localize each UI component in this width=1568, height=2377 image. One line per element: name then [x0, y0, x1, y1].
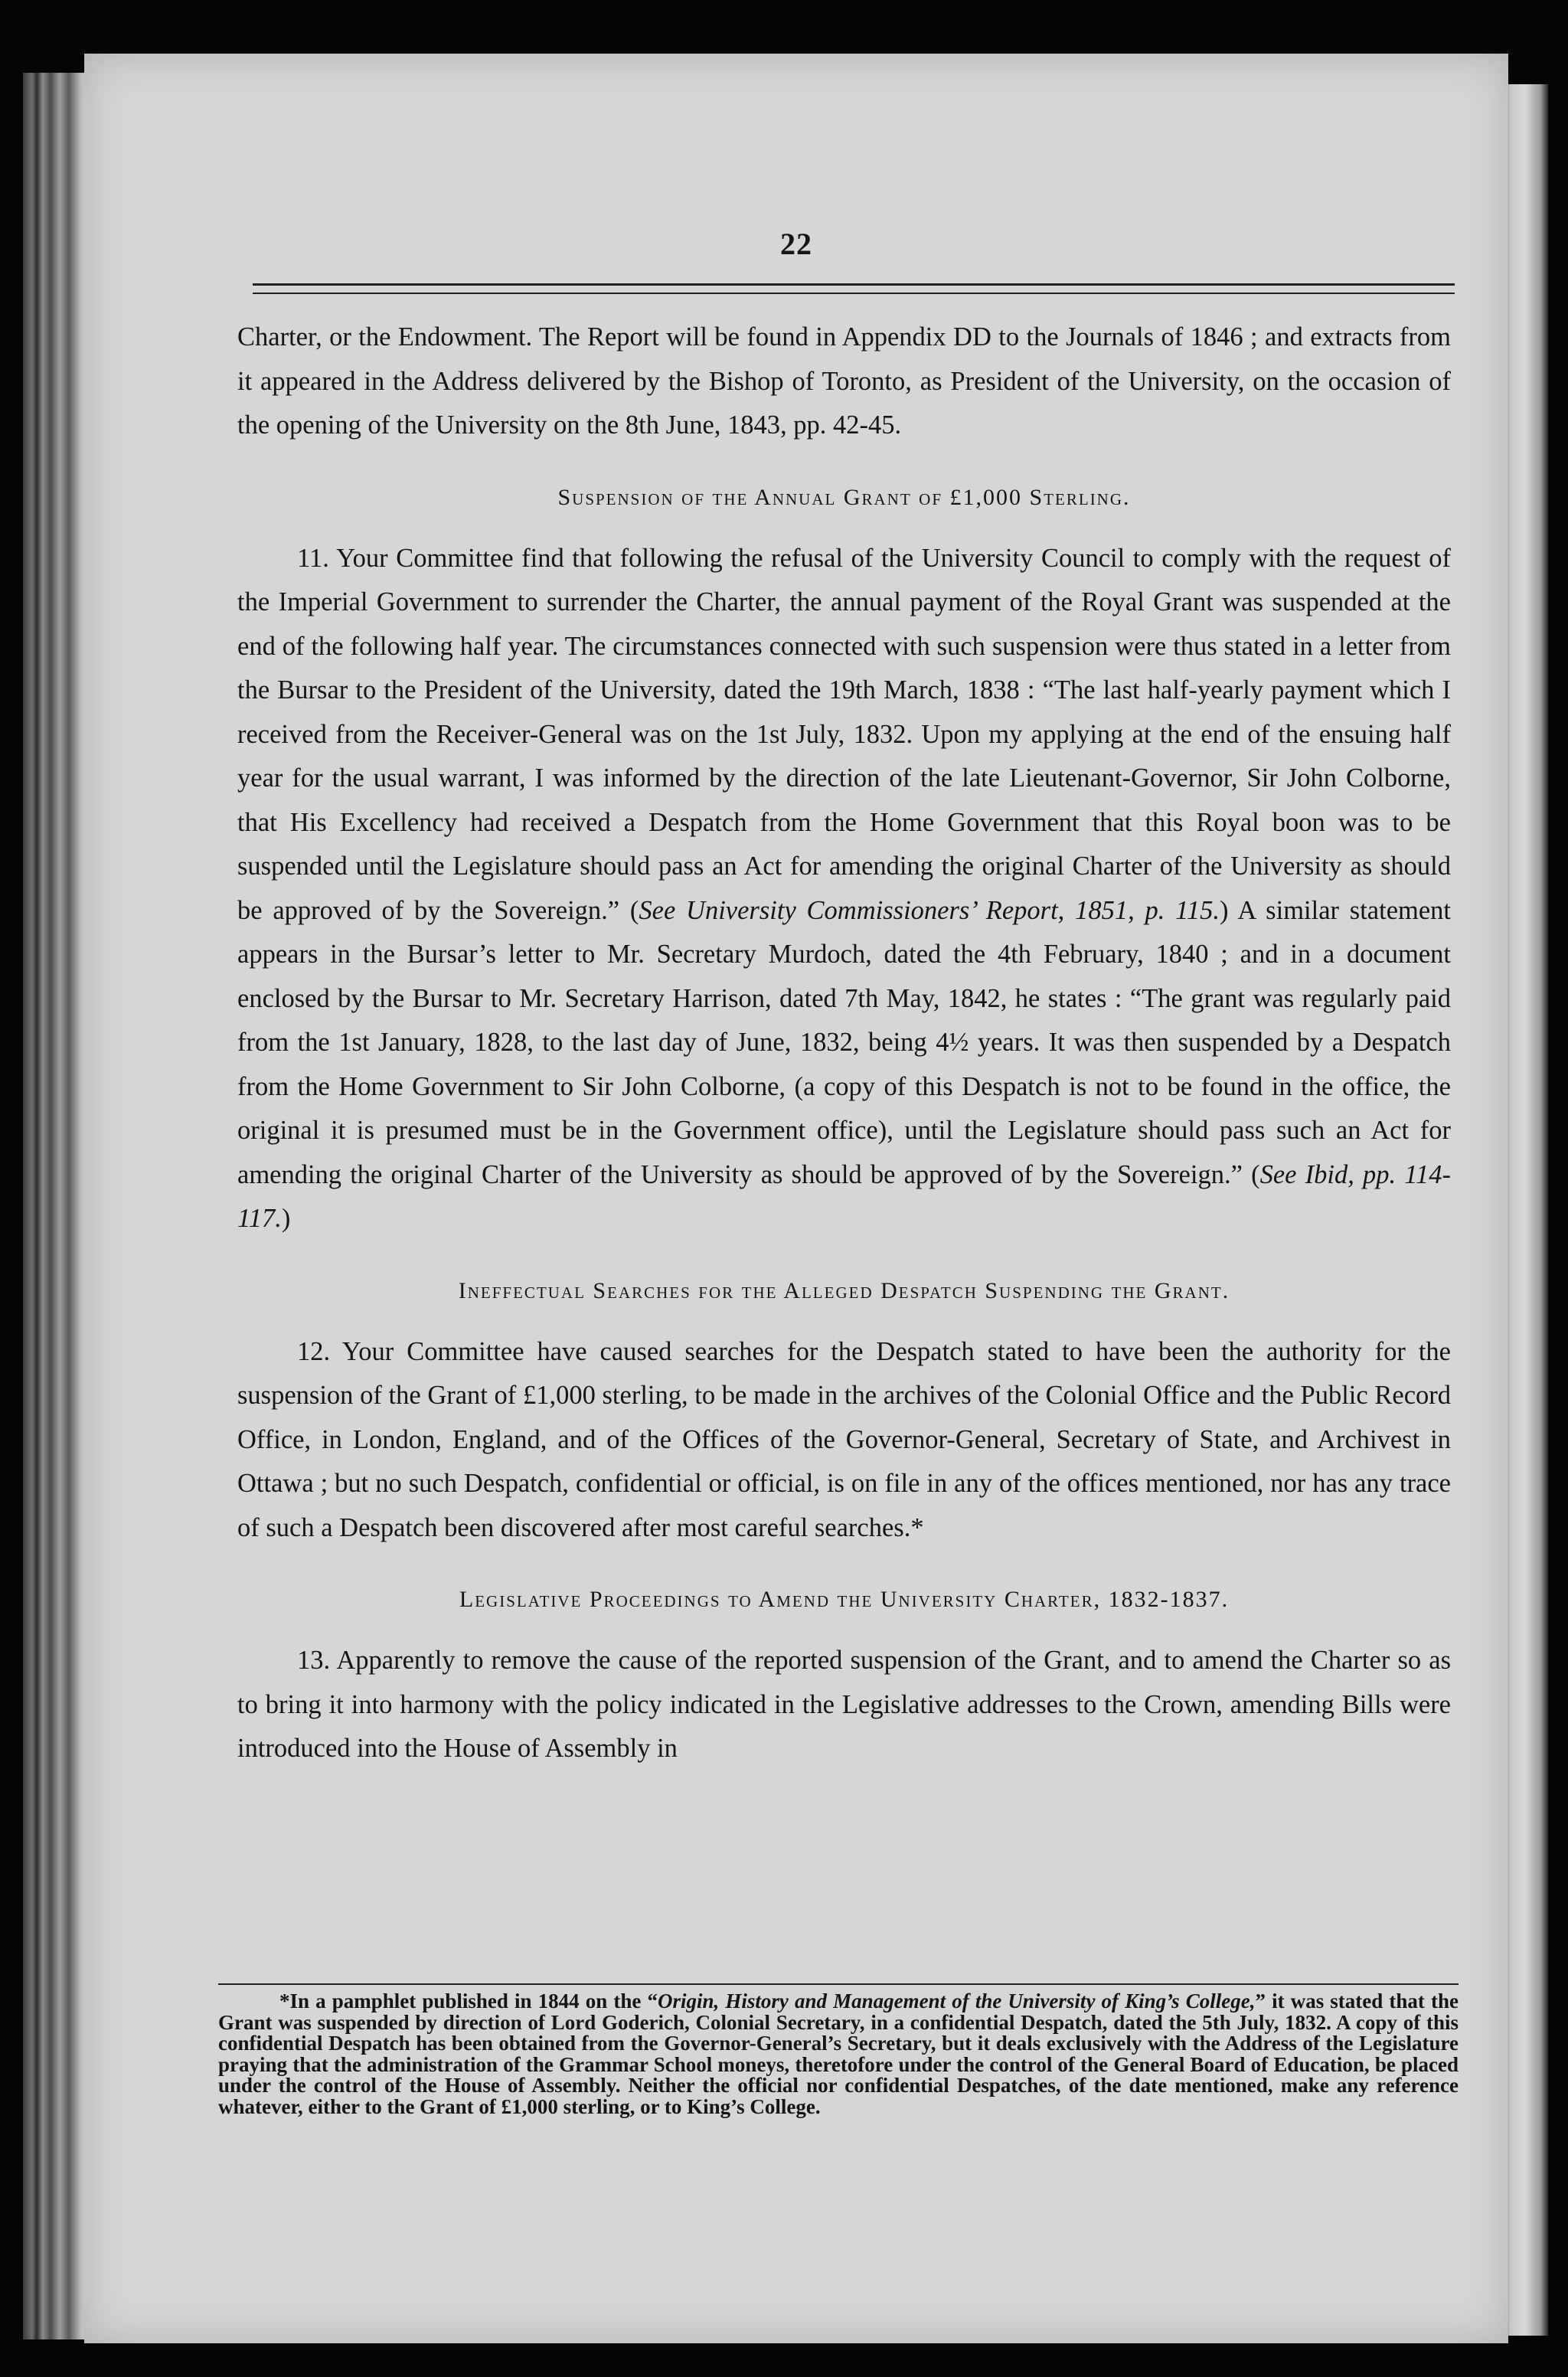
- body-text: [237, 316, 1451, 1771]
- continuation-paragraph: Charter, or the Endowment. The Report will be found in Appendix DD to the Journals of 1846 ; and extracts from it appeared in the Address delivered by the Bishop of Toronto, as President of the University, on the occasion of the opening of the University on the 8th June, 1843, pp. 42-45.: [237, 322, 1451, 440]
- citation-commissioners-report: See University Commissioners’ Report, 1851, p. 115.: [639, 895, 1220, 925]
- footnote-pamphlet-title: Origin, History and Management of the University of King’s College,: [658, 1990, 1256, 2012]
- footnote-part-b: ” it was stated that the Grant was suspended by direction of Lord Goderich, Colonial Secretary, in a confidential Despatch, dated the 5th July, 1832. A copy of this confidential Despatch has been obtained from the Governor-General’s Secretary, but it deals exclusively with the Address of the Legislature praying that the administration of the Grammar School moneys, theretofore under the control of the General Board of Education, be placed under the control of the House of Assembly. Neither the official nor confidential Despatches, of the date mentioned, make any reference whatever, either to the Grant of £1,000 sterling, or to King’s College.: [218, 1990, 1459, 2118]
- section-heading-suspension: Suspension of the Annual Grant of £1,000 Sterling.: [557, 484, 1131, 510]
- document-page: [84, 54, 1508, 2343]
- footnote-part-a: *In a pamphlet published in 1844 on the “: [279, 1990, 658, 2012]
- paragraph-11: [237, 537, 1451, 1241]
- citation-ibid: See Ibid, pp. 114-117.: [237, 1159, 1451, 1233]
- section-heading-searches: Ineffectual Searches for the Alleged Despatch Suspending the Grant.: [458, 1277, 1230, 1303]
- paragraph-11-part-c: ): [281, 1204, 291, 1233]
- header-rule: [253, 283, 1455, 286]
- page-number: 22: [780, 227, 812, 261]
- binding-edge: [1502, 84, 1548, 2336]
- paragraph-13: 13. Apparently to remove the cause of the reported suspension of the Grant, and to amend the Charter so as to bring it into harmony with the policy indicated in the Legislative addresses to the Crown, amending Bills were introduced into the House of Assembly in: [237, 1646, 1451, 1763]
- footnote: [218, 1983, 1459, 2117]
- stacked-page-edges: [23, 73, 88, 2339]
- footnote-text: [218, 1991, 1459, 2117]
- paragraph-11-part-b: ) A similar statement appears in the Bursar’s letter to Mr. Secretary Murdoch, dated the 4th February, 1840 ; and in a document enclosed by the Bursar to Mr. Secretary Harrison, dated 7th May, 1842, he states : “The grant was regularly paid from the 1st January, 1828, to the last day of June, 1832, being 4½ years. It was then suspended by a Despatch from the Home Government to Sir John Colborne, (a copy of this Despatch is not to be found in the office, the original it is presumed must be in the Government office), until the Legislature should pass such an Act for amending the original Charter of the University as should be approved of by the Sovereign.” (: [237, 895, 1451, 1189]
- paragraph-11-part-a: 11. Your Committee find that following the refusal of the University Council to comply with the request of the Imperial Government to surrender the Charter, the annual payment of the Royal Grant was suspended at the end of the following half year. The circumstances connected with such suspension were thus stated in a letter from the Bursar to the President of the University, dated the 19th March, 1838 : “The last half-yearly payment which I received from the Receiver-General was on the 1st July, 1832. Upon my applying at the end of the ensuing half year for the usual warrant, I was informed by the direction of the late Lieutenant-Governor, Sir John Colborne, that His Excellency had received a Despatch from the Home Government that this Royal boon was to be suspended until the Legislature should pass an Act for amending the original Charter of the University as should be approved of by the Sovereign.” (: [237, 543, 1451, 925]
- section-heading-legislative: Legislative Proceedings to Amend the University Charter, 1832-1837.: [459, 1587, 1230, 1612]
- header-rule-secondary: [253, 293, 1455, 294]
- paragraph-12: 12. Your Committee have caused searches for the Despatch stated to have been the authority for the suspension of the Grant of £1,000 sterling, to be made in the archives of the Colonial Office and the Public Record Office, in London, England, and of the Offices of the Governor-General, Secretary of State, and Archivest in Ottawa ; but no such Despatch, confidential or official, is on file in any of the offices mentioned, nor has any trace of such a Despatch been discovered after most careful searches.*: [237, 1336, 1451, 1542]
